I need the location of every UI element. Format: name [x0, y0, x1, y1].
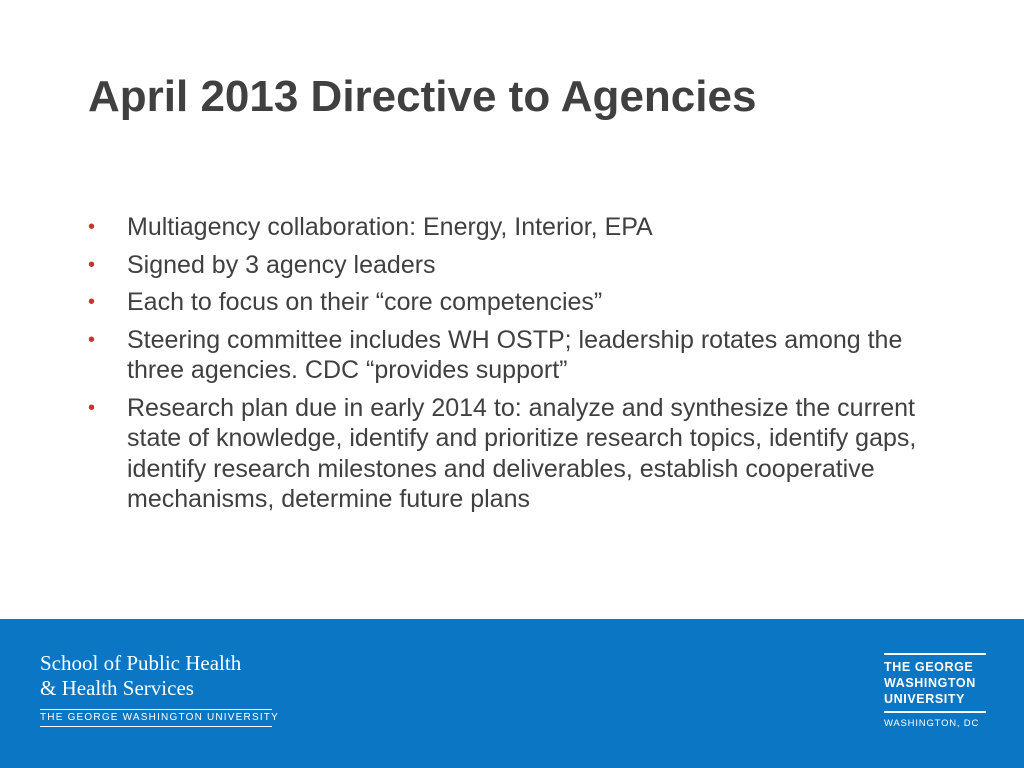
school-logo-line2: & Health Services — [40, 676, 194, 700]
university-logo — [884, 653, 986, 730]
bullet-item — [88, 212, 958, 243]
bullet-text: Steering committee includes WH OSTP; leadership rotates among the three agencies. CDC “provides support” — [127, 325, 903, 384]
school-logo-subline: THE GEORGE WASHINGTON UNIVERSITY — [40, 712, 279, 723]
slide-title: April 2013 Directive to Agencies — [88, 72, 757, 121]
school-logo-divider — [40, 709, 272, 710]
bullet-item — [88, 250, 958, 281]
bullet-item — [88, 393, 958, 515]
bullet-text: Multiagency collaboration: Energy, Interior, EPA — [127, 213, 653, 241]
university-logo-line2: WASHINGTON — [884, 676, 976, 690]
bullet-dot-icon: • — [88, 216, 96, 238]
footer-band — [0, 619, 1024, 768]
bullet-dot-icon: • — [88, 253, 96, 276]
bullet-item — [88, 325, 958, 386]
bullet-text: Signed by 3 agency leaders — [127, 250, 436, 279]
university-logo-divider — [884, 711, 986, 713]
school-logo — [40, 651, 279, 727]
school-logo-line1: School of Public Health — [40, 651, 242, 675]
bullet-text: Research plan due in early 2014 to: analyze and synthesize the current state of knowledge, identify and prioritize research topics, identify gaps, identify research milestones and deliverables, establish cooperative mechanisms, determine future plans — [127, 393, 917, 513]
bullet-dot-icon: • — [88, 396, 96, 419]
bullet-text: Each to focus on their “core competencies” — [127, 288, 603, 316]
university-logo-subline: WASHINGTON, DC — [884, 718, 980, 729]
school-logo-divider — [40, 726, 272, 727]
bullet-list — [88, 212, 958, 522]
university-logo-line1: THE GEORGE — [884, 660, 974, 674]
bullet-dot-icon: • — [88, 291, 96, 313]
bullet-dot-icon: • — [88, 328, 96, 351]
bullet-item — [88, 287, 958, 318]
university-logo-divider — [884, 653, 986, 655]
university-logo-line3: UNIVERSITY — [884, 692, 966, 706]
